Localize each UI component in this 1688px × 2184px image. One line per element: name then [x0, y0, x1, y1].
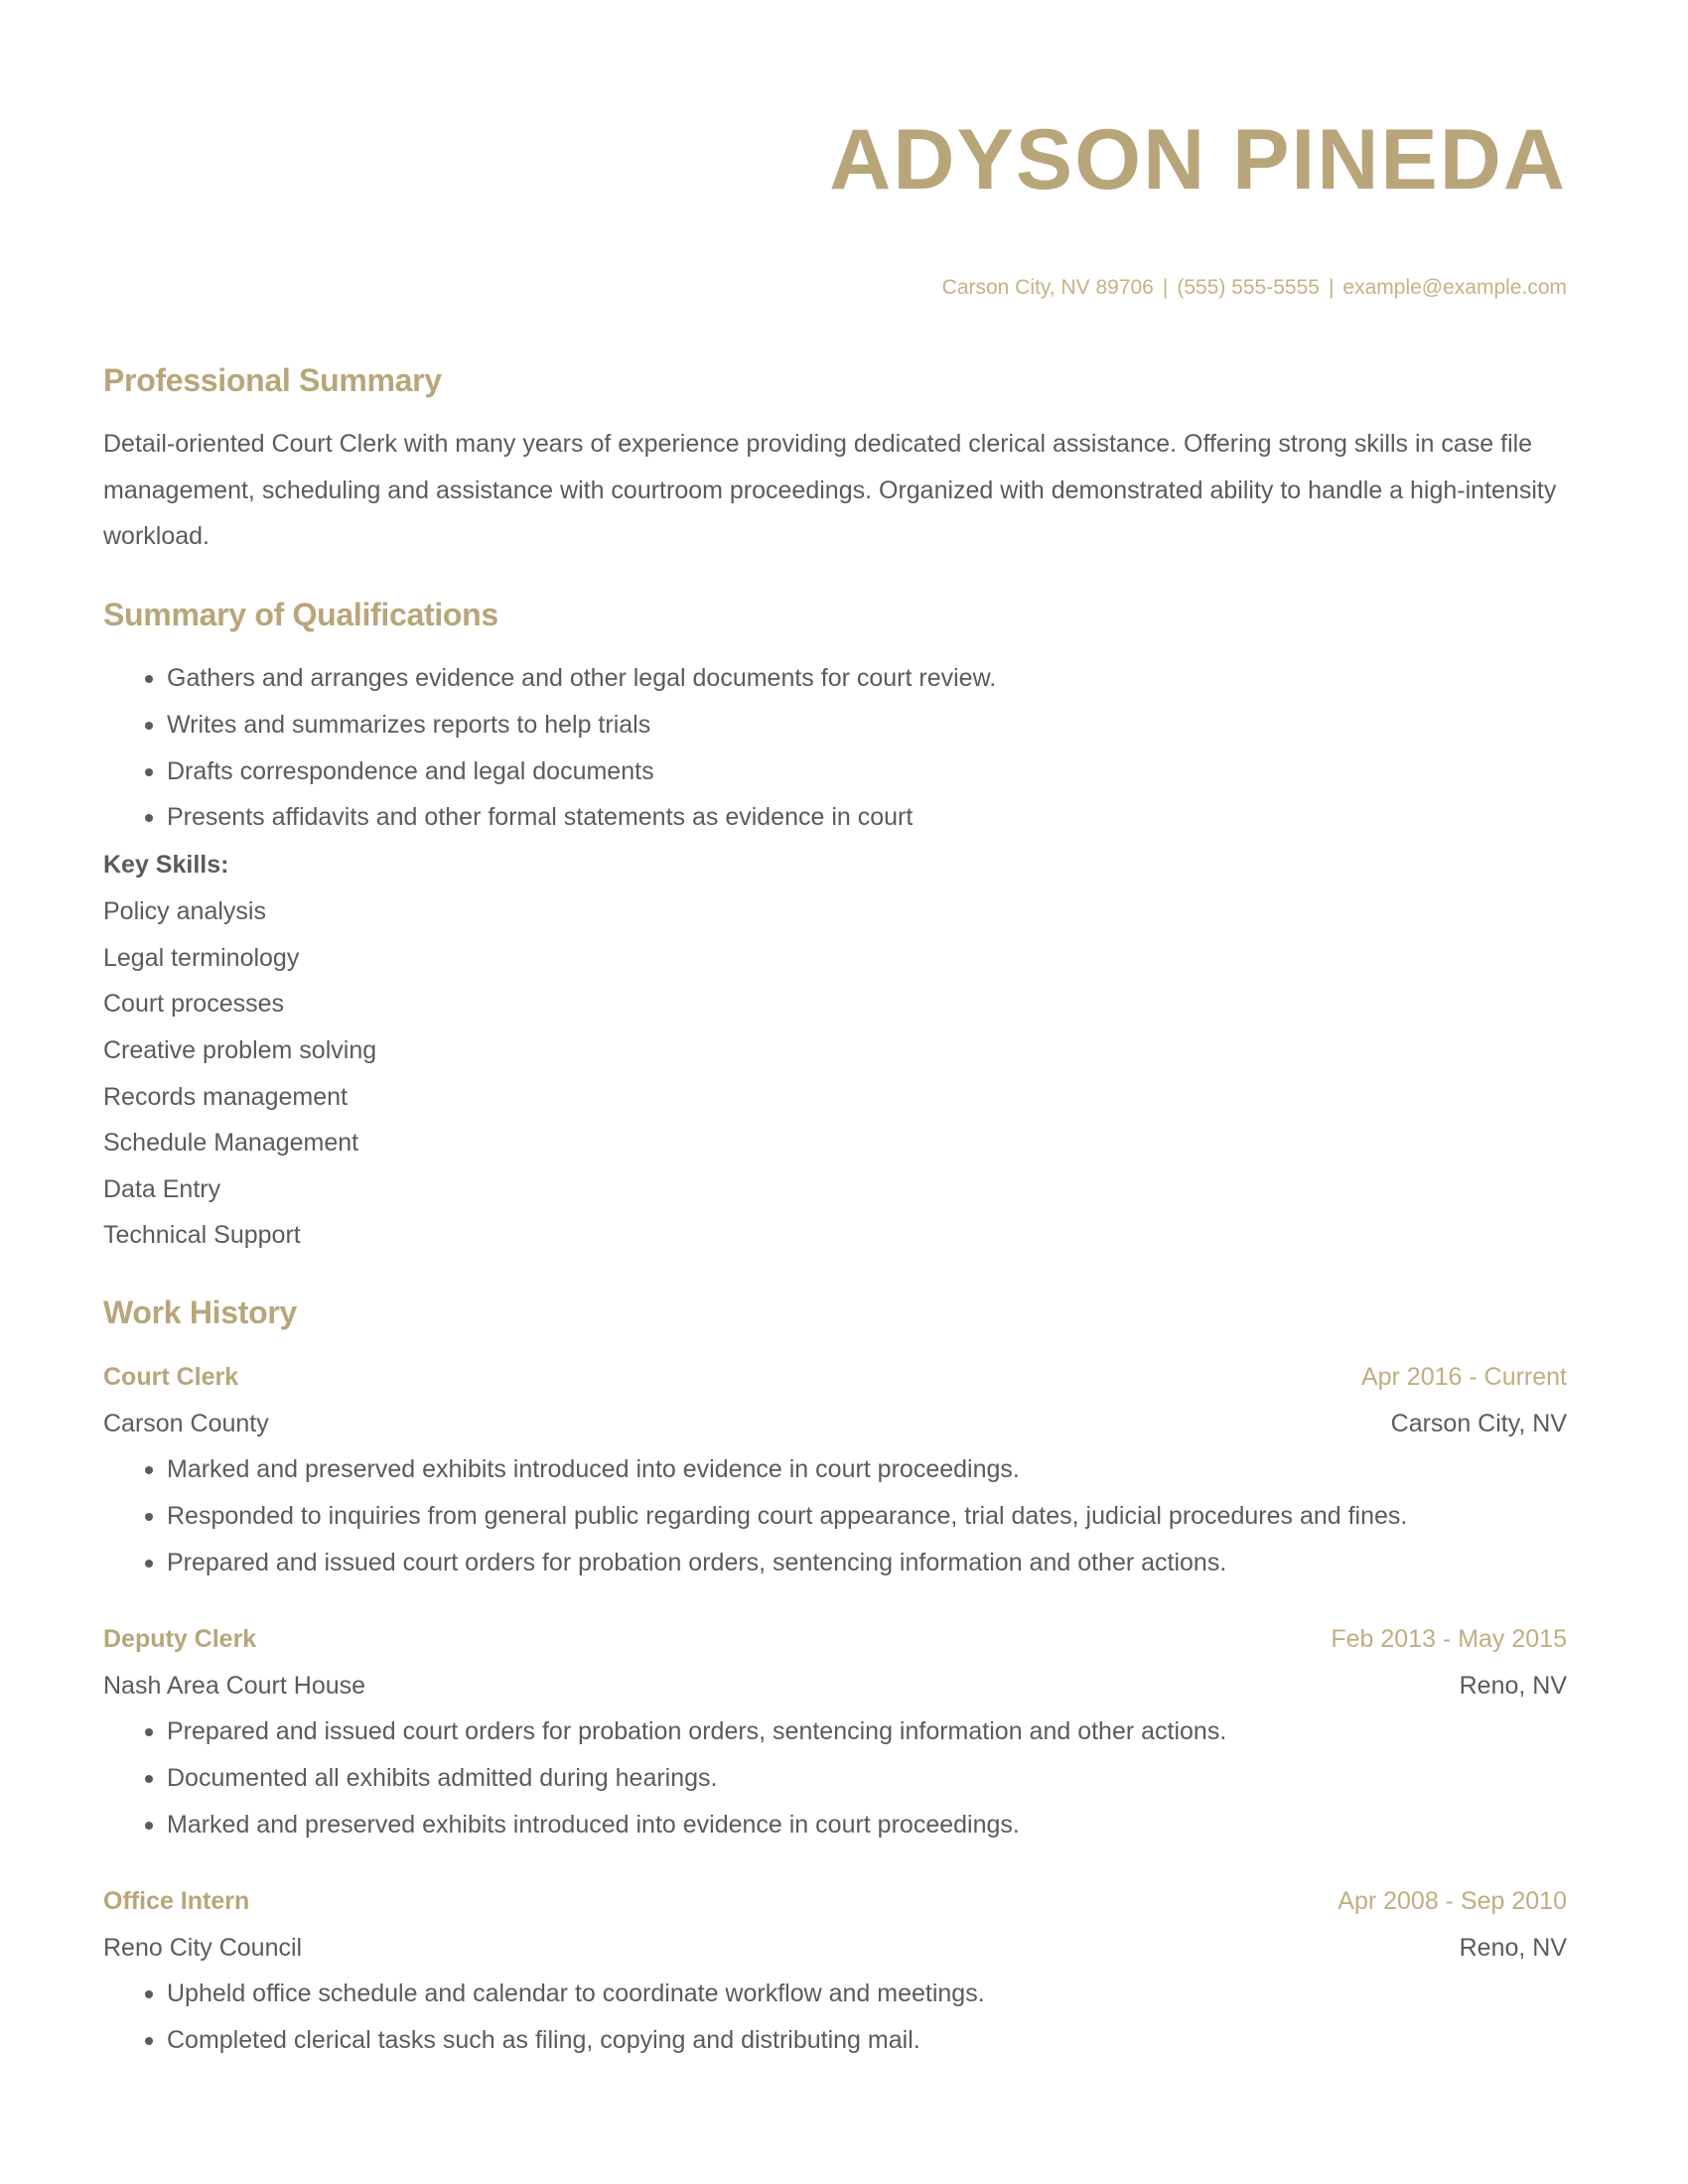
qualification-bullet: Gathers and arranges evidence and other legal documents for court review.: [167, 664, 997, 692]
job-bullet: Documented all exhibits admitted during hearings.: [167, 1764, 718, 1792]
contact-email[interactable]: example@example.com: [1342, 276, 1567, 299]
job-bullet: Marked and preserved exhibits introduced into evidence in court proceedings.: [167, 1811, 1020, 1839]
job-location: Reno, NV: [1459, 1934, 1567, 1962]
job-bullet: Completed clerical tasks such as filing, copying and distributing mail.: [167, 2026, 920, 2054]
key-skill-item: Court processes: [103, 990, 285, 1018]
summary-paragraph: Detail-oriented Court Clerk with many years of experience providing dedicated clerical assistance. Offering strong skills in case file management, scheduling and assistance with courtroom proceedings. Organized with demonstrated ability to handle a high-intensity workload.: [103, 430, 1557, 551]
job-dates: Apr 2008 - Sep 2010: [1337, 1887, 1567, 1915]
job-bullet: Marked and preserved exhibits introduced into evidence in court proceedings.: [167, 1455, 1020, 1483]
job-employer: Reno City Council: [103, 1934, 303, 1962]
job-location: Carson City, NV: [1390, 1410, 1567, 1437]
key-skill-item: Legal terminology: [103, 944, 300, 972]
job-dates: Feb 2013 - May 2015: [1331, 1625, 1567, 1653]
job-employer: Carson County: [103, 1410, 269, 1437]
key-skill-item: Records management: [103, 1083, 348, 1111]
job-bullet: Prepared and issued court orders for probation orders, sentencing information and other actions.: [167, 1717, 1227, 1745]
key-skill-item: Data Entry: [103, 1175, 221, 1203]
job-location: Reno, NV: [1459, 1672, 1567, 1700]
contact-info: [942, 277, 1567, 298]
section-heading-work-history: Work History: [103, 1295, 297, 1330]
job-dates: Apr 2016 - Current: [1360, 1363, 1567, 1391]
job-bullet: Upheld office schedule and calendar to coordinate workflow and meetings.: [167, 1979, 985, 2007]
key-skill-item: Technical Support: [103, 1221, 301, 1249]
key-skill-item: Schedule Management: [103, 1129, 359, 1157]
contact-location: Carson City, NV 89706: [941, 276, 1154, 299]
job-title: Court Clerk: [103, 1363, 239, 1391]
job-title: Office Intern: [103, 1887, 250, 1915]
candidate-name: ADYSON PINEDA: [829, 112, 1567, 207]
contact-separator: |: [1162, 276, 1169, 299]
section-heading-qualifications: Summary of Qualifications: [103, 597, 498, 632]
key-skill-item: Creative problem solving: [103, 1036, 377, 1064]
job-bullet: Responded to inquiries from general public regarding court appearance, trial dates, judicial procedures and fines.: [167, 1502, 1408, 1530]
job-employer: Nash Area Court House: [103, 1672, 366, 1700]
contact-separator: |: [1328, 276, 1335, 299]
job-title: Deputy Clerk: [103, 1625, 257, 1653]
key-skill-item: Policy analysis: [103, 897, 266, 925]
contact-phone: (555) 555-5555: [1177, 276, 1320, 299]
key-skills-label: Key Skills:: [103, 851, 229, 879]
qualification-bullet: Drafts correspondence and legal documents: [167, 757, 654, 785]
job-bullet: Prepared and issued court orders for probation orders, sentencing information and other actions.: [167, 1549, 1227, 1576]
qualification-bullet: Writes and summarizes reports to help trials: [167, 711, 651, 739]
section-heading-professional-summary: Professional Summary: [103, 362, 442, 398]
qualification-bullet: Presents affidavits and other formal statements as evidence in court: [167, 803, 914, 831]
